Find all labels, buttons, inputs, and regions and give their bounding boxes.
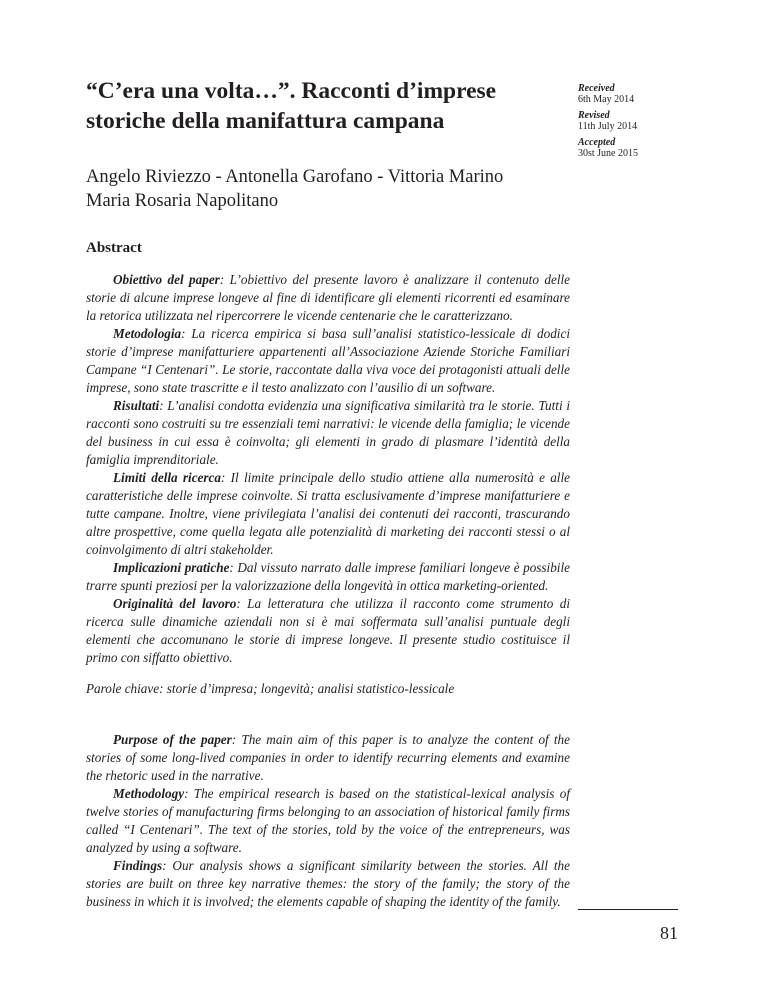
author-line: Angelo Riviezzo - Antonella Garofano - Vittoria Marino — [86, 167, 504, 187]
section-text: : L’analisi condotta evidenzia una significativa similarità tra le storie. Tutti i racconti sono costruiti su tre essenziali temi narrativi: le vicende della famiglia; le vicende del business in cui essa è coinvolta; gli elementi in grado di plasmare l’identità della famiglia imprenditoriale. — [86, 398, 570, 467]
section-label: Originalità del lavoro — [113, 596, 237, 611]
abstract-paragraph — [86, 271, 570, 325]
author-list — [86, 165, 586, 213]
section-text: : Our analysis shows a significant similarity between the stories. All the stories are built on three key narrative themes: the story of the family; the story of the business in which it is involved; the elements capable of shaping the identity of the family. — [86, 858, 570, 909]
section-label: Methodology — [113, 786, 185, 801]
section-label: Risultati — [113, 398, 160, 413]
abstract-paragraph — [86, 397, 570, 469]
keywords: Parole chiave: storie d’impresa; longevità; analisi statistico-lessicale — [86, 681, 455, 696]
section-label: Findings — [113, 858, 163, 873]
abstract-paragraph — [86, 595, 570, 667]
section-label: Limiti della ricerca — [113, 470, 221, 485]
received-date: 6th May 2014 — [578, 94, 635, 105]
section-label: Implicazioni pratiche — [113, 560, 230, 575]
abstract-paragraph — [86, 785, 570, 857]
section-text: : Dal vissuto narrato dalle imprese familiari longeve è possibile trarre spunti preziosi per la valorizzazione della longevità in ottica marketing-oriented. — [86, 560, 570, 593]
author-line: Maria Rosaria Napolitano — [86, 191, 279, 211]
revised-date: 11th July 2014 — [578, 121, 638, 132]
section-text: : La ricerca empirica si basa sull’analisi statistico-lessicale di dodici storie d’imprese manifatturiere appartenenti all’Associazione Aziende Storiche Familiari Campane “I Centenari”. Le storie, raccontate dalla viva voce dei protagonisti attuali delle imprese, sono state trascritte e il testo analizzato con l’ausilio di un software. — [86, 326, 570, 395]
section-text: : The main aim of this paper is to analyze the content of the stories of some long-lived companies in order to identify recurring elements and examine the rhetoric used in the narrative. — [86, 732, 570, 783]
section-text: : Il limite principale dello studio attiene alla numerosità e alle caratteristiche delle imprese coinvolte. Si tratta esclusivamente d’imprese manifatturiere e tutte campane. Inoltre, viene privilegiata l’analisi dei contenuti dei racconti, trascurando altre prospettive, come quella legata alle potenzialità di marketing dei racconti stessi o al coinvolgimento di altri stakeholder. — [86, 470, 570, 557]
received-label: Received — [578, 83, 615, 94]
abstract-paragraph — [86, 731, 570, 785]
abstract-heading: Abstract — [86, 240, 142, 256]
section-text: : The empirical research is based on the statistical-lexical analysis of twelve stories of manufacturing firms belonging to an association of historical family firms called “I Centenari”. The text of the stories, told by the voice of the entrepreneurs, was analyzed by using a software. — [86, 786, 570, 855]
abstract-italian — [86, 271, 570, 667]
abstract-paragraph — [86, 857, 570, 911]
abstract-paragraph — [86, 469, 570, 559]
abstract-paragraph — [86, 559, 570, 595]
section-text: : La letteratura che utilizza il racconto come strumento di ricerca sulle dinamiche aziendali non si è mai soffermata sull’analisi puntuale degli elementi che accomunano le storie di imprese longeve. Il presente studio costituisce il primo con siffatto obiettivo. — [86, 596, 571, 665]
accepted-date: 30st June 2015 — [578, 148, 638, 159]
page-number: 81 — [660, 923, 678, 943]
section-label: Purpose of the paper — [113, 732, 232, 747]
section-label: Obiettivo del paper — [113, 272, 220, 287]
accepted-label: Accepted — [578, 137, 616, 148]
abstract-english — [86, 731, 570, 911]
footer-rule — [578, 909, 678, 910]
submission-dates — [578, 83, 688, 164]
abstract-paragraph — [86, 325, 570, 397]
revised-label: Revised — [578, 110, 610, 121]
paper-title: “C’era una volta…”. Racconti d’imprese storiche della manifattura campana — [86, 78, 497, 134]
section-label: Metodologia — [113, 326, 182, 341]
section-text: : L’obiettivo del presente lavoro è analizzare il contenuto delle storie di alcune imprese longeve al fine di identificare gli elementi ricorrenti ed esaminare la retorica utilizzata nel ripercorrere le vicende centenarie che le caratterizzano. — [86, 272, 570, 323]
